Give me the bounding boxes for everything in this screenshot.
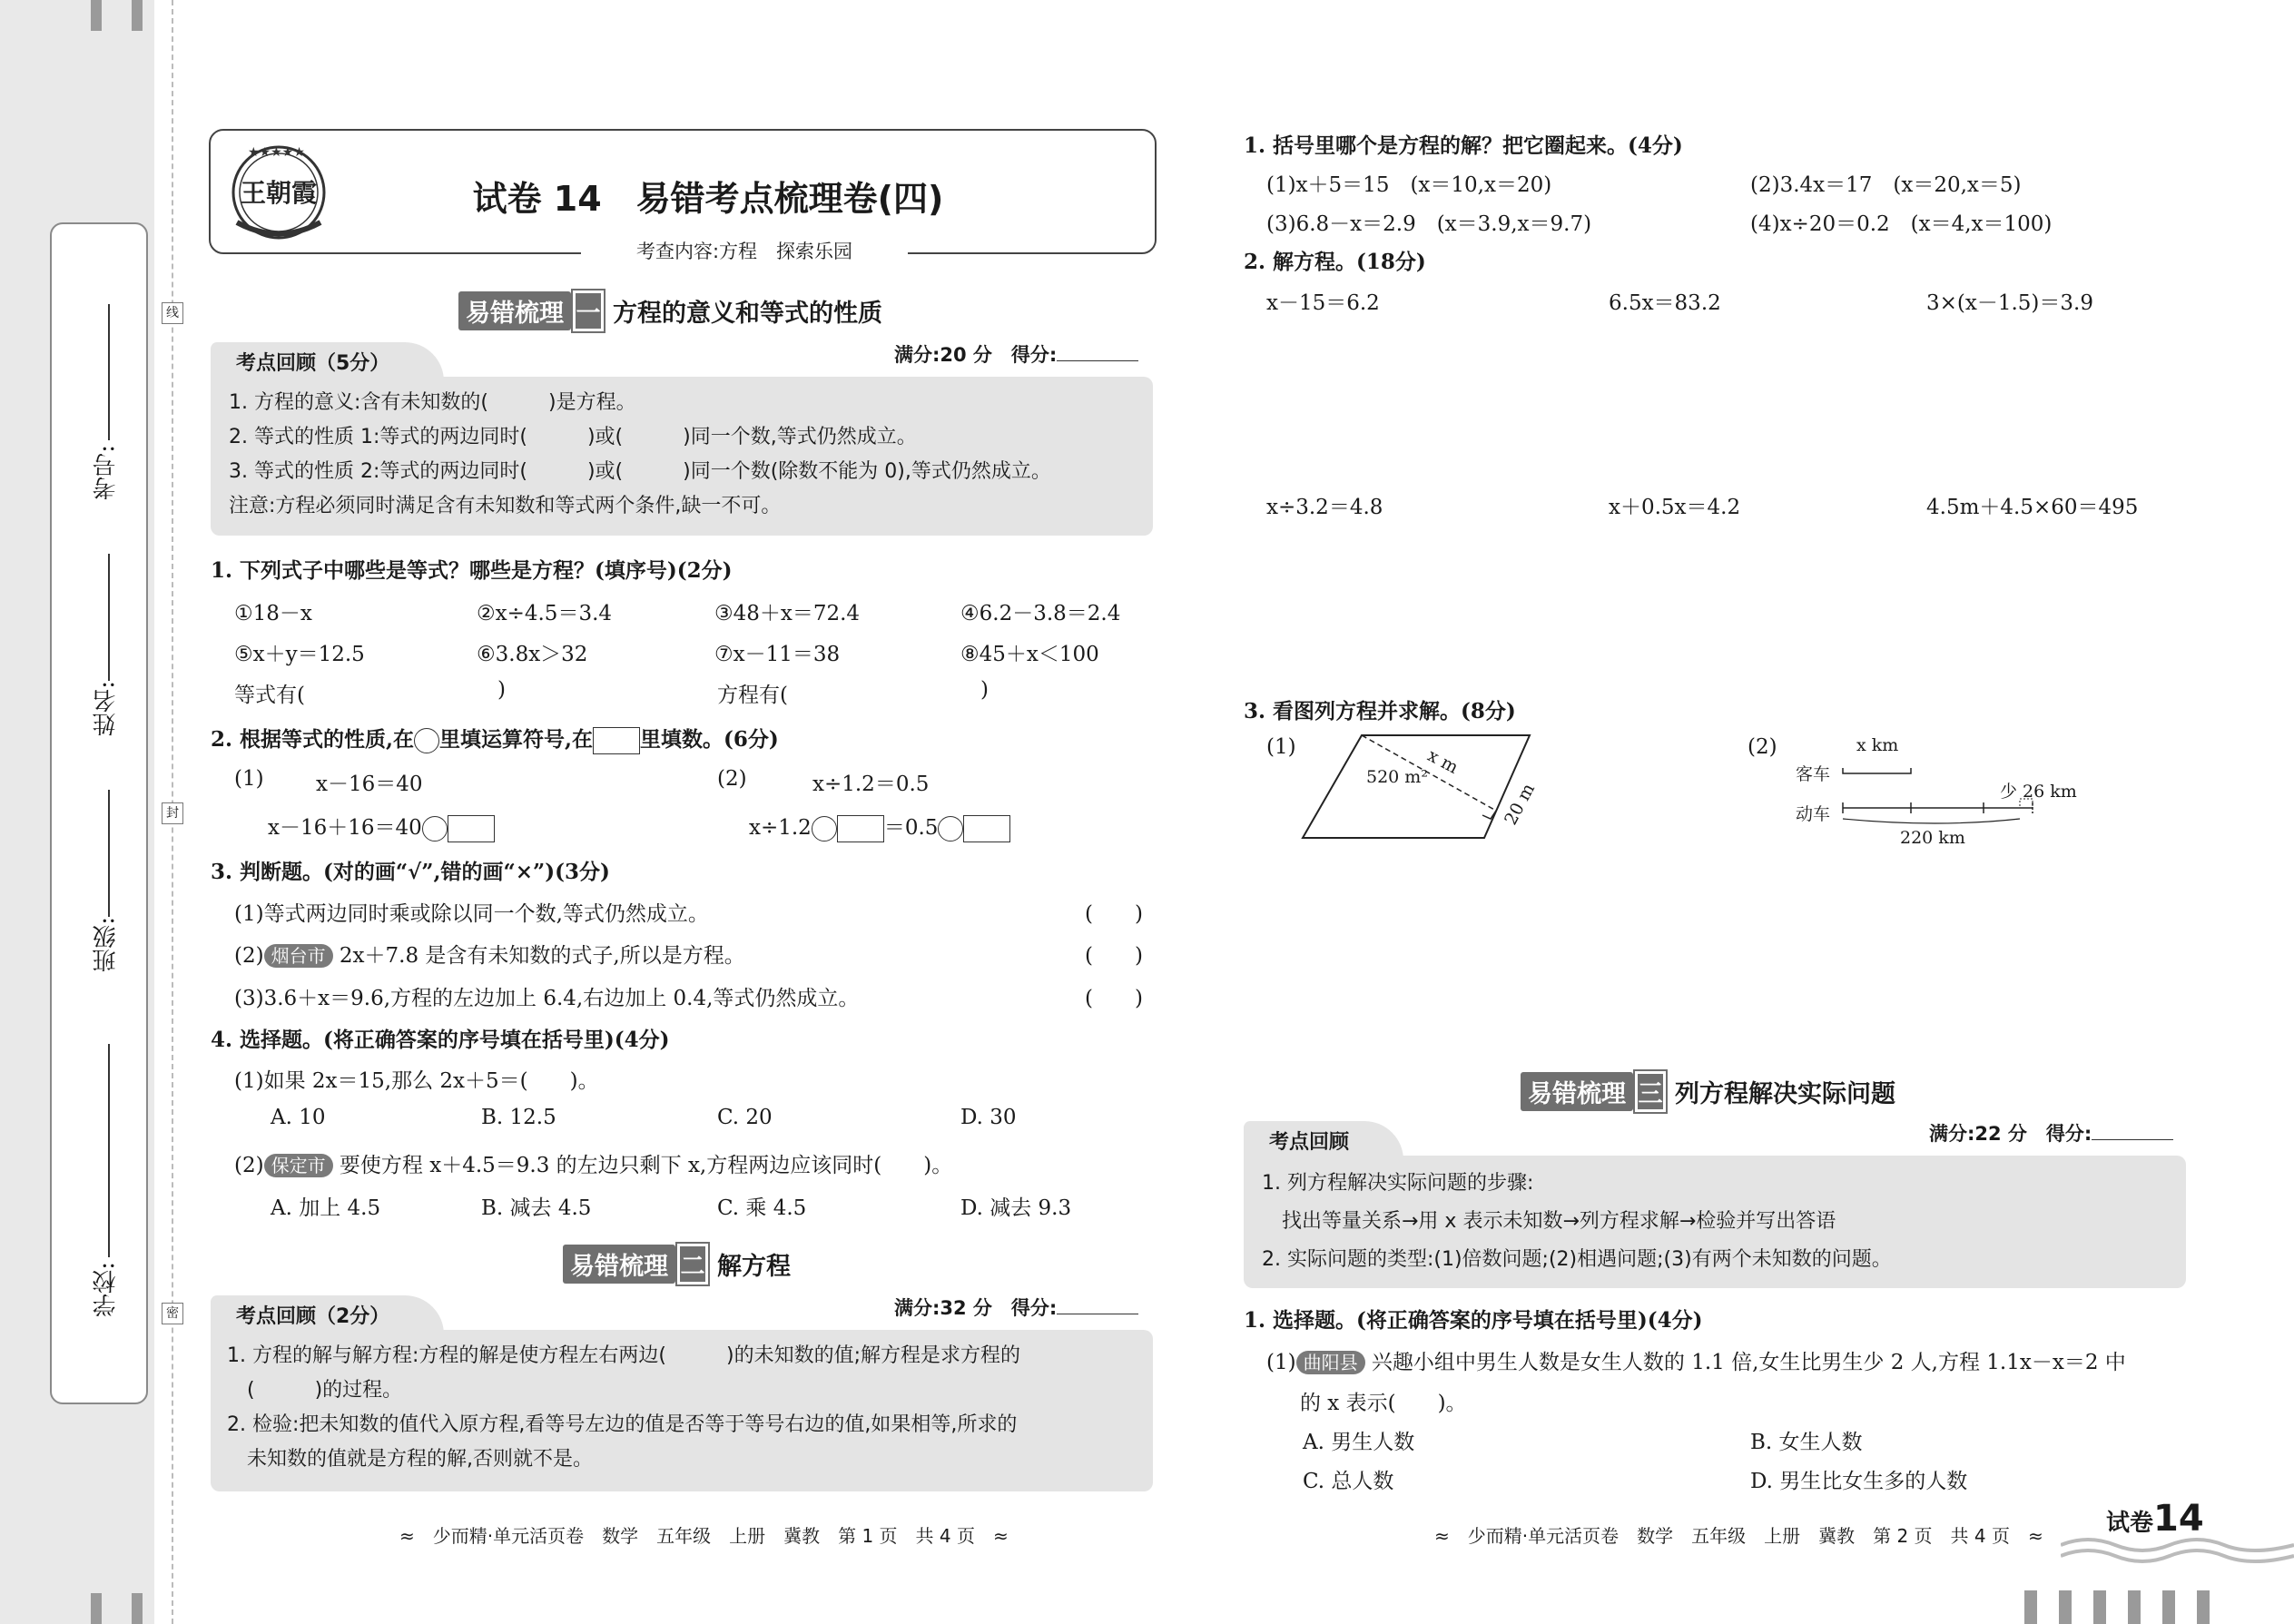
binding-tick	[91, 0, 102, 31]
expression: ③48＋x＝72.4	[714, 602, 861, 625]
option[interactable]: A. 男生人数	[1303, 1431, 1415, 1454]
label-exam-number: 考号:	[93, 445, 120, 500]
bus-distance-label: x km	[1856, 735, 1899, 755]
judgment-item	[234, 939, 745, 969]
line-segment-diagram	[1838, 753, 2056, 835]
section-heading	[563, 1244, 791, 1284]
equation: x＋0.5x＝4.2	[1609, 496, 1741, 519]
svg-text:★★★★★: ★★★★★	[248, 145, 305, 160]
binding-tick	[91, 1593, 102, 1624]
side-label: 20 m	[1501, 780, 1540, 829]
option[interactable]: D. 减去 9.3	[960, 1196, 1072, 1220]
exam-number-field[interactable]	[108, 304, 110, 440]
section-title: 列方程解决实际问题	[1675, 1080, 1895, 1108]
train-label: 动车	[1796, 804, 1831, 824]
option[interactable]: A. 加上 4.5	[271, 1196, 381, 1220]
expression: ⑤x＋y＝12.5	[234, 643, 365, 666]
equation-choice: (4)x÷20＝0.2 (x＝4,x＝100)	[1750, 212, 2053, 236]
section-title: 方程的意义和等式的性质	[613, 300, 882, 328]
paper-label: 试卷	[2106, 1510, 2154, 1537]
bus-label: 客车	[1796, 764, 1831, 784]
section-tag: 易错梳理	[458, 291, 571, 330]
equation: x÷3.2＝4.8	[1266, 496, 1383, 519]
question-stem	[211, 723, 779, 754]
answer-label: 等式有(	[234, 684, 305, 707]
option[interactable]: A. 10	[271, 1106, 326, 1129]
equation: x－16＝40	[316, 773, 423, 796]
question-stem: 1. 括号里哪个是方程的解？把它圈起来。(4分)	[1244, 133, 1683, 158]
answer-paren[interactable]: ( )	[1085, 987, 1143, 1010]
sub-label: (2)	[1748, 735, 1777, 759]
answer-paren[interactable]: ( )	[1085, 902, 1143, 926]
class-field[interactable]	[108, 790, 110, 917]
square-blank-icon	[593, 727, 640, 754]
option[interactable]: B. 减去 4.5	[481, 1196, 592, 1220]
number-blank[interactable]	[837, 815, 884, 842]
stem-part: 里填数。(6分)	[640, 727, 779, 752]
section-heading	[1521, 1071, 1895, 1112]
equation-work	[268, 811, 495, 842]
section-tag: 易错梳理	[1521, 1072, 1633, 1111]
equation: 4.5m＋4.5×60＝495	[1926, 496, 2139, 519]
review-tab: 考点回顾（2分）	[211, 1295, 444, 1334]
review-line: 2. 检验:把未知数的值代入原方程,看等号左边的值是否等于等号右边的值,如果相等,所求的	[227, 1413, 1018, 1436]
judgment-item: (1)等式两边同时乘或除以同一个数,等式仍然成立。	[234, 902, 709, 926]
section-number: 二	[677, 1244, 708, 1284]
equation: 6.5x＝83.2	[1609, 291, 1721, 315]
item-text: 2x＋7.8 是含有未知数的式子,所以是方程。	[339, 944, 745, 968]
option[interactable]: C. 20	[717, 1106, 773, 1129]
choice-question-cont: 的 x 表示( )。	[1300, 1392, 1467, 1415]
review-box	[1244, 1156, 2186, 1288]
operator-blank[interactable]	[812, 816, 837, 842]
cut-mark: 线	[162, 302, 183, 324]
svg-text:王朝霞: 王朝霞	[240, 178, 318, 208]
section-number: 一	[573, 290, 604, 331]
difference-label: 少 26 km	[2000, 782, 2077, 802]
question-stem: 3. 看图列方程并求解。(8分)	[1244, 699, 1516, 723]
paper-num: 14	[2153, 1498, 2204, 1540]
question-stem: 1. 下列式子中哪些是等式？哪些是方程？(填序号)(2分)	[211, 558, 733, 583]
item-text: 兴趣小组中男生人数是女生人数的 1.1 倍,女生比男生少 2 人,方程 1.1x－x＝2 中	[1371, 1351, 2126, 1374]
operator-blank[interactable]	[938, 816, 963, 842]
location-badge: 烟台市	[264, 944, 333, 968]
score-label: 满分:22 分 得分:	[1929, 1123, 2092, 1145]
review-line: 3. 等式的性质 2:等式的两边同时( )或( )同一个数(除数不能为 0),等式仍然成立。	[229, 460, 1051, 483]
label-name: 姓名:	[93, 681, 120, 736]
review-tab: 考点回顾	[1244, 1121, 1403, 1160]
number-blank[interactable]	[448, 815, 495, 842]
binding-tick	[132, 1593, 143, 1624]
bottom-tick	[2059, 1590, 2072, 1624]
sub-label: (1)	[234, 767, 264, 791]
score-line	[894, 340, 1138, 368]
expression: ②x÷4.5＝3.4	[477, 602, 613, 625]
publisher-logo	[221, 136, 337, 245]
choice-question	[1266, 1345, 2126, 1375]
equation: x－15＝6.2	[1266, 291, 1380, 315]
option[interactable]: D. 30	[960, 1106, 1017, 1129]
wave-decoration	[2061, 1534, 2294, 1570]
bottom-tick	[2128, 1590, 2141, 1624]
expression: ④6.2－3.8＝2.4	[960, 602, 1121, 625]
section-tag: 易错梳理	[563, 1245, 675, 1284]
option[interactable]: B. 12.5	[481, 1106, 556, 1129]
expression: ⑥3.8x＞32	[477, 643, 588, 666]
sub-label: (2)	[717, 767, 747, 791]
section-heading	[458, 290, 882, 331]
section-title: 解方程	[717, 1253, 791, 1281]
question-stem: 2. 解方程。(18分)	[1244, 250, 1426, 274]
score-label: 满分:20 分 得分:	[894, 344, 1058, 366]
review-line: 2. 实际问题的类型:(1)倍数问题;(2)相遇问题;(3)有两个未知数的问题。	[1262, 1248, 1892, 1271]
item-text: 要使方程 x＋4.5＝9.3 的左边只剩下 x,方程两边应该同时( )。	[339, 1154, 953, 1177]
question-stem: 4. 选择题。(将正确答案的序号填在括号里)(4分)	[211, 1028, 670, 1052]
total-label: 220 km	[1900, 828, 1965, 848]
judgment-item: (3)3.6＋x＝9.6,方程的左边加上 6.4,右边加上 0.4,等式仍然成立。	[234, 987, 860, 1010]
review-line: ( )的过程。	[247, 1379, 403, 1402]
review-line: 1. 列方程解决实际问题的步骤:	[1262, 1172, 1534, 1195]
score-label: 满分:32 分 得分:	[894, 1297, 1058, 1319]
binding-tick	[132, 0, 143, 31]
answer-close: )	[980, 678, 989, 702]
label-class: 班级:	[93, 917, 120, 972]
review-line: 1. 方程的解与解方程:方程的解是使方程左右两边( )的未知数的值;解方程是求方程的	[227, 1344, 1020, 1367]
expression: ①18－x	[234, 602, 312, 625]
equation: x÷1.2＝0.5	[812, 773, 930, 796]
review-line: 1. 方程的意义:含有未知数的( )是方程。	[229, 391, 636, 414]
score-line	[1929, 1119, 2173, 1147]
equation-choice: (3)6.8－x＝2.9 (x＝3.9,x＝9.7)	[1266, 212, 1592, 236]
bottom-tick	[2162, 1590, 2175, 1624]
expression: ⑧45＋x＜100	[960, 643, 1099, 666]
answer-close: )	[497, 678, 506, 702]
review-box	[211, 377, 1153, 536]
operator-blank[interactable]	[422, 816, 448, 842]
sub-label: (1)	[1266, 735, 1296, 759]
footer-right: ≈ 少而精·单元活页卷 数学 五年级 上册 冀教 第 2 页 共 4 页 ≈	[1434, 1525, 2043, 1547]
review-box	[211, 1330, 1153, 1491]
review-line: 注意:方程必须同时满足含有未知数和等式两个条件,缺一不可。	[229, 495, 782, 517]
circle-blank-icon	[414, 728, 439, 753]
number-blank[interactable]	[963, 815, 1010, 842]
review-line: 2. 等式的性质 1:等式的两边同时( )或( )同一个数,等式仍然成立。	[229, 426, 917, 448]
bottom-tick	[2024, 1590, 2037, 1624]
name-field[interactable]	[108, 554, 110, 681]
option[interactable]: B. 女生人数	[1750, 1431, 1863, 1454]
section-number: 三	[1635, 1071, 1666, 1112]
equation-choice: (1)x＋5＝15 (x＝10,x＝20)	[1266, 173, 1552, 197]
location-badge: 保定市	[264, 1154, 333, 1177]
answer-label: 方程有(	[717, 684, 788, 707]
review-line: 找出等量关系→用 x 表示未知数→列方程求解→检验并写出答语	[1282, 1210, 1836, 1233]
school-field[interactable]	[108, 1044, 110, 1257]
review-tab: 考点回顾（5分）	[211, 342, 444, 381]
equation-part: x÷1.2	[749, 816, 812, 840]
bottom-tick	[2197, 1590, 2210, 1624]
equation-part: ＝0.5	[883, 816, 939, 840]
page-title: 试卷 14 易错考点梳理卷(四)	[472, 179, 944, 219]
height-label: x m	[1423, 745, 1462, 778]
bottom-tick	[2093, 1590, 2106, 1624]
answer-paren[interactable]: ( )	[1085, 944, 1143, 968]
parallelogram-diagram	[1298, 731, 1543, 849]
score-blank[interactable]	[2092, 1139, 2173, 1140]
equation-work	[749, 811, 1010, 842]
option[interactable]: D. 男生比女生多的人数	[1750, 1470, 1968, 1493]
option[interactable]: C. 乘 4.5	[717, 1196, 807, 1220]
score-blank[interactable]	[1057, 360, 1138, 361]
question-stem: 3. 判断题。(对的画“√”,错的画“×”)(3分)	[211, 860, 610, 884]
choice-question: (1)如果 2x＝15,那么 2x＋5＝( )。	[234, 1069, 599, 1093]
equation: 3×(x－1.5)＝3.9	[1926, 291, 2093, 315]
item-prefix: (2)	[234, 1154, 264, 1177]
review-line: 未知数的值就是方程的解,否则就不是。	[247, 1448, 593, 1471]
stem-part: 里填运算符号,在	[439, 727, 594, 752]
cut-mark: 封	[162, 802, 183, 824]
student-info-panel	[50, 222, 148, 1404]
option[interactable]: C. 总人数	[1303, 1470, 1394, 1493]
page-subtitle: 考查内容:方程 探索乐园	[581, 236, 908, 267]
cut-mark: 密	[162, 1303, 183, 1324]
stem-part: 2. 根据等式的性质,在	[211, 727, 415, 752]
footer-left: ≈ 少而精·单元活页卷 数学 五年级 上册 冀教 第 1 页 共 4 页 ≈	[399, 1525, 1009, 1547]
location-badge: 曲阳县	[1296, 1351, 1365, 1374]
item-prefix: (1)	[1266, 1351, 1296, 1374]
score-line	[894, 1294, 1138, 1321]
expression: ⑦x－11＝38	[714, 643, 841, 666]
equation-part: x－16＋16＝40	[268, 816, 422, 840]
question-stem: 1. 选择题。(将正确答案的序号填在括号里)(4分)	[1244, 1308, 1703, 1333]
equation-choice: (2)3.4x＝17 (x＝20,x＝5)	[1750, 173, 2022, 197]
label-school: 学校:	[93, 1262, 120, 1317]
item-prefix: (2)	[234, 944, 264, 968]
area-label: 520 m²	[1366, 767, 1428, 787]
choice-question	[234, 1148, 952, 1178]
